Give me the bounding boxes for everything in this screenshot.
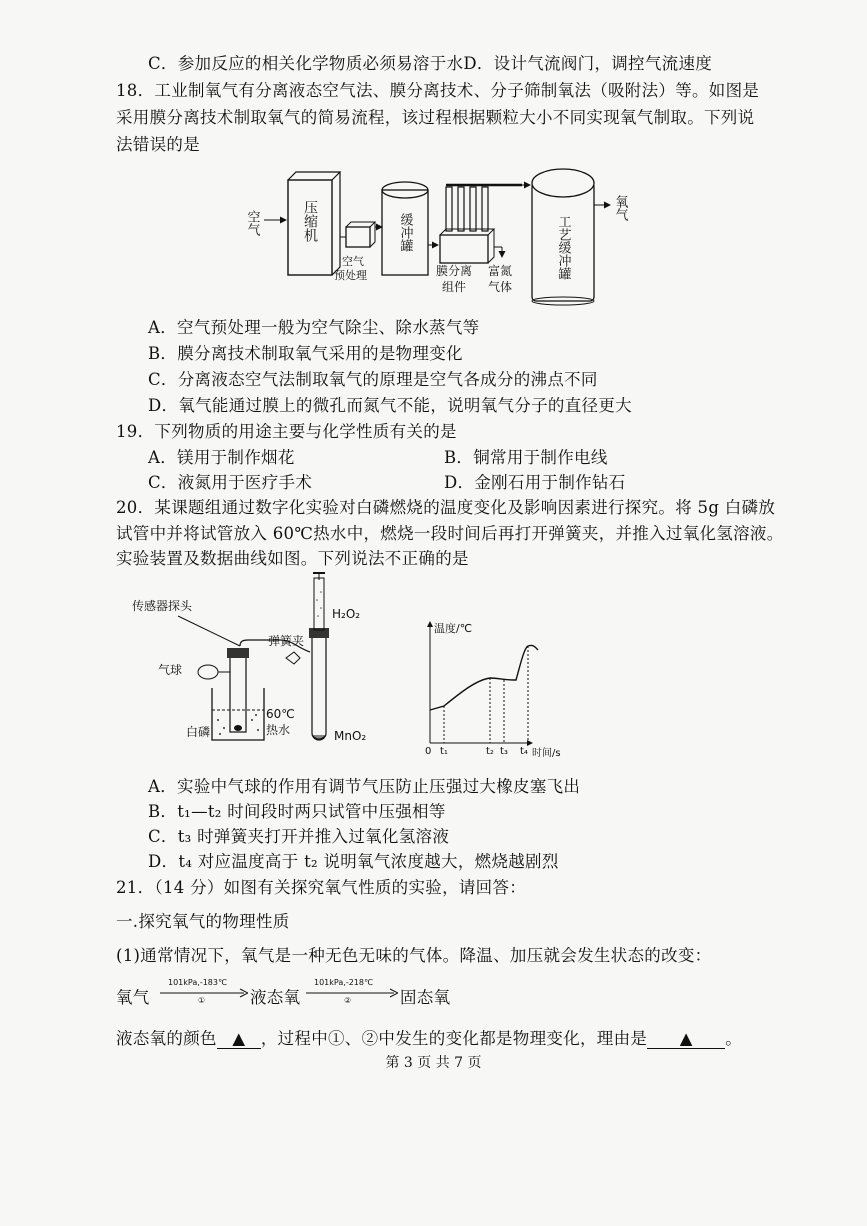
membrane-box: [440, 235, 488, 263]
q18-option-c: C．分离液态空气法制取氧气的原理是空气各成分的沸点不同: [148, 370, 598, 389]
q18-stem-1: 18．工业制氧气有分离液态空气法、膜分离技术、分子筛制氧法（吸附法）等。如图是: [116, 81, 760, 100]
pretreat-label-2: 预处理: [334, 269, 367, 282]
q18-stem-3: 法错误的是: [116, 135, 200, 154]
clamp-label: 弹簧夹: [268, 634, 305, 648]
temperature-curve-chart: [420, 618, 570, 763]
q21-text-c: 。: [725, 1029, 743, 1048]
diagram-air-label: 空气: [244, 210, 260, 236]
q19-option-d: D．金刚石用于制作钻石: [444, 473, 626, 492]
h2o2-label: H₂O₂: [332, 607, 361, 621]
graph-ylabel: 温度/℃: [434, 622, 473, 635]
membrane-separation-diagram: [230, 165, 650, 315]
q20-stem-2: 试管中并将试管放入 60℃热水中，燃烧一段时间后再打开弹簧夹，并推入过氧化氢溶液。: [116, 524, 784, 543]
graph-xlabel: 时间/s: [532, 748, 561, 759]
oxygen-label: 氧气: [612, 195, 628, 221]
phosphorus-apparatus-diagram: [128, 570, 388, 760]
q21-stem: 21．（14 分）如图有关探究氧气性质的实验，请回答：: [116, 878, 527, 897]
q17-options: [148, 50, 712, 74]
sensor-label: 传感器探头: [132, 599, 193, 613]
q21-question-1: [116, 1025, 742, 1049]
chain-cond-1: 101kPa,-183℃: [168, 978, 227, 987]
q18-option-b: B．膜分离技术制取氧气采用的是物理变化: [148, 344, 463, 363]
q21-part1: 一.探究氧气的物理性质: [116, 912, 290, 931]
q19-option-c: C．液氮用于医疗手术: [148, 473, 313, 492]
nitrogen-label-1: 富氮: [488, 264, 513, 278]
chain-liquid-oxygen: 液态氧: [250, 988, 301, 1007]
balloon-label: 气球: [158, 663, 183, 677]
q18-option-d: D．氧气能通过膜上的微孔而氮气不能，说明氧气分子的直径更大: [148, 396, 632, 415]
q20-stem-1: 20．某课题组通过数字化实验对白磷燃烧的温度变化及影响因素进行探究。将 5g 白磷放: [116, 498, 776, 517]
answer-blank-color[interactable]: ▲: [217, 1029, 261, 1049]
temp-label: 60℃: [266, 707, 295, 721]
chain-num-1: ①: [198, 996, 206, 1005]
white-phosphorus-label: 白磷: [186, 725, 211, 739]
q21-text-a: 液态氧的颜色: [116, 1029, 217, 1048]
q18-option-a: A．空气预处理一般为空气除尘、除水蒸气等: [148, 318, 480, 337]
buffer-tank-label: 缓冲罐: [397, 213, 413, 252]
q21-sub1: (1)通常情况下，氧气是一种无色无味的气体。降温、加压就会发生状态的改变：: [116, 946, 712, 965]
pretreat-box: [346, 227, 370, 247]
q21-text-b: ，过程中①、②中发生的变化都是物理变化，理由是: [260, 1029, 648, 1048]
q20-option-b: B．t₁—t₂ 时间段时两只试管中压强相等: [148, 802, 446, 821]
page-footer: 第 3 页 共 7 页: [385, 1055, 482, 1071]
q17-option-c: C．参加反应的相关化学物质必须易溶于水: [148, 54, 464, 73]
q19-stem: 19．下列物质的用途主要与化学性质有关的是: [116, 422, 457, 441]
graph-origin: 0: [425, 746, 432, 757]
tick-t2: t₂: [486, 746, 494, 757]
tick-t4: t₄: [520, 746, 528, 757]
q19-option-a: A．镁用于制作烟花: [148, 448, 295, 467]
process-buffer-label: 工艺缓冲罐: [555, 215, 571, 280]
state-change-chain: [116, 974, 516, 1014]
hot-water-label: 热水: [266, 723, 291, 737]
q20-option-a: A．实验中气球的作用有调节气压防止压强过大橡皮塞飞出: [148, 777, 581, 796]
tick-t1: t₁: [440, 746, 448, 757]
tick-t3: t₃: [500, 746, 508, 757]
membrane-label-1: 膜分离: [436, 264, 473, 278]
q20-option-d: D．t₄ 对应温度高于 t₂ 说明氧气浓度越大，燃烧越剧烈: [148, 852, 559, 871]
chain-num-2: ②: [344, 996, 352, 1005]
answer-blank-reason[interactable]: ▲: [647, 1029, 725, 1049]
pretreat-label-1: 空气: [342, 255, 364, 268]
q20-option-c: C．t₃ 时弹簧夹打开并推入过氧化氢溶液: [148, 827, 450, 846]
q17-option-d: D．设计气流阀门，调控气流速度: [463, 54, 713, 73]
chain-cond-2: 101kPa,-218℃: [314, 978, 373, 987]
q18-stem-2: 采用膜分离技术制取氧气的简易流程，该过程根据颗粒大小不同实现氧气制取。下列说: [116, 108, 755, 127]
chain-oxygen: 氧气: [116, 988, 150, 1007]
mno2-label: MnO₂: [334, 729, 367, 743]
nitrogen-label-2: 气体: [488, 280, 513, 294]
q20-stem-3: 实验装置及数据曲线如图。下列说法不正确的是: [116, 549, 469, 568]
compressor-label: 压缩机: [302, 200, 318, 242]
q19-option-b: B．铜常用于制作电线: [444, 448, 608, 467]
temperature-curve: [430, 645, 538, 710]
membrane-label-2: 组件: [442, 280, 467, 294]
chain-solid-oxygen: 固态氧: [400, 988, 451, 1007]
